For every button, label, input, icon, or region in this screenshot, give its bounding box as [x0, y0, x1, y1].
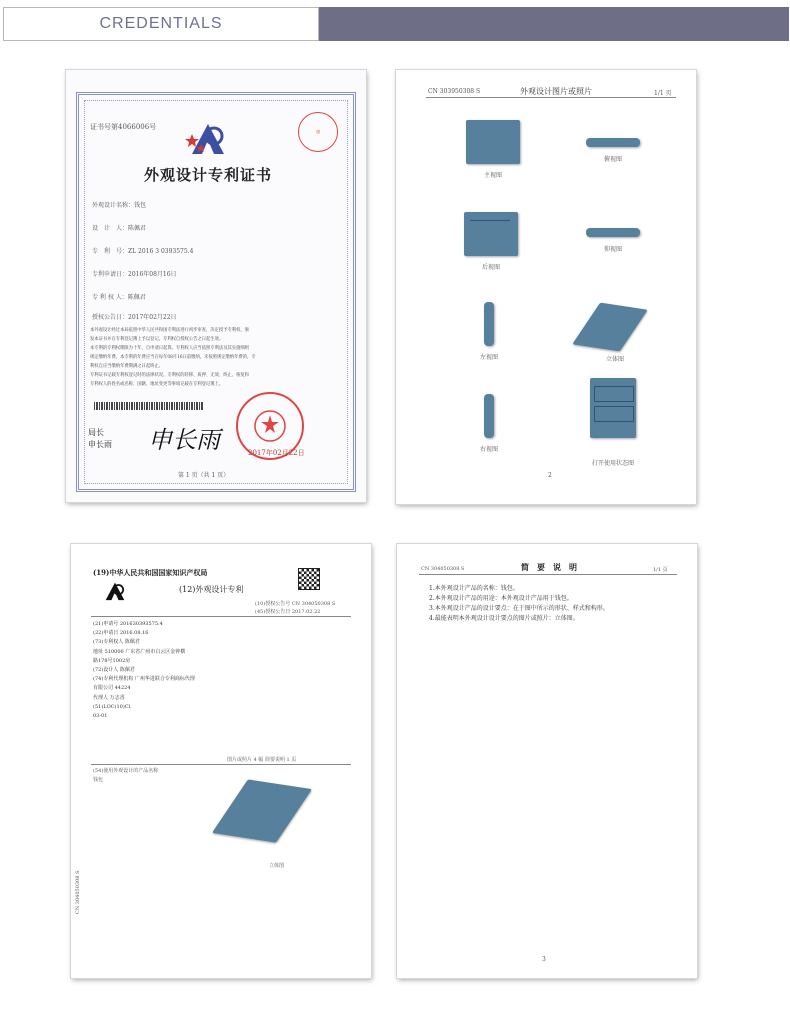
caption-front: 主视图 — [484, 172, 503, 179]
banner-bar — [319, 7, 789, 41]
designer: 设 计 人：陈佩君 — [92, 225, 147, 232]
views-page-number: 2 — [548, 472, 552, 479]
gazette-side-text: CN 304050308 S — [75, 870, 81, 914]
national-emblem-icon — [253, 409, 287, 443]
wallet-top-view — [586, 138, 640, 147]
certificate-body-line: 利权自应当缴纳年费期满之日起终止。 — [90, 364, 164, 369]
cnipa-logo-icon — [184, 120, 232, 160]
brief-page-number: 3 — [542, 956, 546, 963]
red-seal-top: ◎ — [298, 112, 338, 152]
gazette-logo-icon — [101, 580, 129, 604]
signature: 申长雨 — [148, 426, 220, 454]
section-banner — [3, 7, 789, 41]
gazette-pub-no: (10)授权公告号 CN 304050308 S — [255, 601, 336, 607]
caption-bottom: 仰视图 — [604, 246, 623, 253]
gazette-wallet-image — [212, 779, 312, 842]
wallet-open-view — [590, 378, 636, 438]
certificate-title: 外观设计专利证书 — [144, 166, 273, 184]
gazette-doc-type: (12)外观设计专利 — [179, 585, 244, 594]
banner-title: CREDENTIALS — [3, 7, 319, 41]
qr-code — [298, 568, 320, 590]
gazette-pub-date: (45)授权公告日 2017.02.22 — [255, 609, 321, 615]
wallet-left-view — [484, 302, 494, 346]
caption-right: 右视图 — [480, 446, 499, 453]
gazette-fields — [93, 620, 195, 721]
gazette-rule-mid — [91, 764, 351, 765]
wallet-right-view — [484, 394, 494, 438]
gazette-field-line: (72)设计人 陈佩君 — [93, 667, 135, 674]
caption-perspective: 立体图 — [606, 356, 625, 363]
certificate-body-line: 发本证书并在专利登记簿上予以登记。专利权自授权公告之日起生效。 — [90, 337, 224, 342]
views-header-title: 外观设计图片或照片 — [520, 87, 592, 96]
certificate-footer: 第 1 页（共 1 页） — [178, 472, 230, 479]
header-rule — [426, 97, 676, 98]
brief-item: 4.最能表明本外观设计设计要点的图片或照片：立体图。 — [429, 615, 579, 622]
patent-owner: 专 利 权 人：陈佩君 — [92, 294, 146, 301]
brief-item: 1.本外观设计产品的名称：钱包。 — [429, 585, 519, 592]
wallet-front-view — [466, 120, 520, 164]
director-label: 局长 — [88, 428, 104, 437]
caption-top: 俯视图 — [604, 156, 623, 163]
gazette-view-caption: 立体图 — [269, 863, 285, 869]
gazette-field-line: 地址 510000 广东省广州市白云区金钟横 — [93, 648, 186, 655]
product-name: 钱包 — [93, 777, 104, 783]
brief-title: 简 要 说 明 — [521, 562, 577, 572]
gazette-field-line: (21)申请号 201630393575.4 — [93, 621, 163, 627]
caption-left: 左视图 — [480, 354, 499, 361]
wallet-perspective-view — [572, 303, 648, 352]
filing-date: 专利申请日：2016年08月16日 — [92, 271, 177, 278]
gazette-field-line: (51)LOC(10)Cl. — [93, 703, 132, 710]
certificate-body-line: 规定缴纳年费。本专利的年费应当在每年08月16日前缴纳。未按照规定缴纳年费的，专 — [90, 355, 256, 360]
views-header-right: 1/1 页 — [654, 90, 672, 97]
gazette-field-line: (74)专利代理机构 广州华进联合专利商标代理 — [93, 676, 195, 683]
gazette-field-line: 路178号1002房 — [93, 657, 131, 664]
certificate-body-line: 本外观设计经过本局依照中华人民共和国专利法进行初步审查，决定授予专利权，颁 — [90, 328, 249, 333]
brief-description-page — [397, 544, 697, 978]
gazette-rule-top — [91, 616, 351, 617]
brief-header-left: CN 304050308 S — [421, 566, 465, 572]
patent-number: 专 利 号：ZL 2016 3 0393575.4 — [92, 248, 194, 255]
wallet-back-view — [464, 212, 518, 256]
design-name: 外观设计名称：钱包 — [92, 202, 147, 209]
brief-items — [429, 584, 609, 624]
gazette-field-line: (22)申请日 2016.08.16 — [93, 630, 149, 637]
certificate-body-line: 专利证书记载专利权登记时的法律状况。专利权的转移、质押、无效、终止、恢复和 — [90, 373, 249, 378]
wallet-bottom-view — [586, 228, 640, 237]
gazette-mid-line: 图片或照片 4 幅 简要说明 1 页 — [227, 757, 297, 763]
brief-header-right: 1/1 页 — [653, 567, 668, 573]
gazette-field-line: (73)专利权人 陈佩君 — [93, 639, 140, 646]
barcode — [94, 402, 204, 410]
gazette-field-line: 代理人 万志香 — [93, 694, 125, 701]
patent-gazette-page — [71, 544, 371, 978]
brief-item: 2.本外观设计产品的用途：本外观设计产品用于钱包。 — [429, 595, 573, 602]
director-name: 申长雨 — [88, 440, 112, 449]
gazette-field-line: 03-01 — [93, 713, 108, 720]
views-header-left: CN 303950308 S — [428, 88, 481, 95]
seal-date: 2017年02月22日 — [248, 449, 305, 457]
caption-back: 后视图 — [482, 264, 501, 271]
certificate-body-line: 专利权人的姓名或名称、国籍、地址变更等事项记载在专利登记簿上。 — [90, 382, 224, 387]
design-views-page — [396, 70, 696, 504]
product-name-label: (54)使用外观设计的产品名称 — [93, 768, 159, 774]
brief-item: 3.本外观设计产品的设计要点：在于图中所示的形状、样式和构形。 — [429, 605, 609, 612]
gazette-office: (19)中华人民共和国国家知识产权局 — [93, 568, 208, 577]
brief-rule — [419, 574, 677, 575]
certificate-number: 证书号第4066006号 — [90, 123, 157, 131]
patent-certificate — [66, 70, 366, 502]
caption-open: 打开使用状态图 — [592, 460, 635, 467]
certificate-body — [90, 326, 344, 389]
certificate-body-line: 本专利的专利权期限为十年，自申请日起算。专利权人应当依照专利法及其实施细则 — [90, 346, 249, 351]
grant-date: 授权公告日：2017年02月22日 — [92, 314, 177, 321]
gazette-field-line: 有限公司 44224 — [93, 685, 131, 692]
